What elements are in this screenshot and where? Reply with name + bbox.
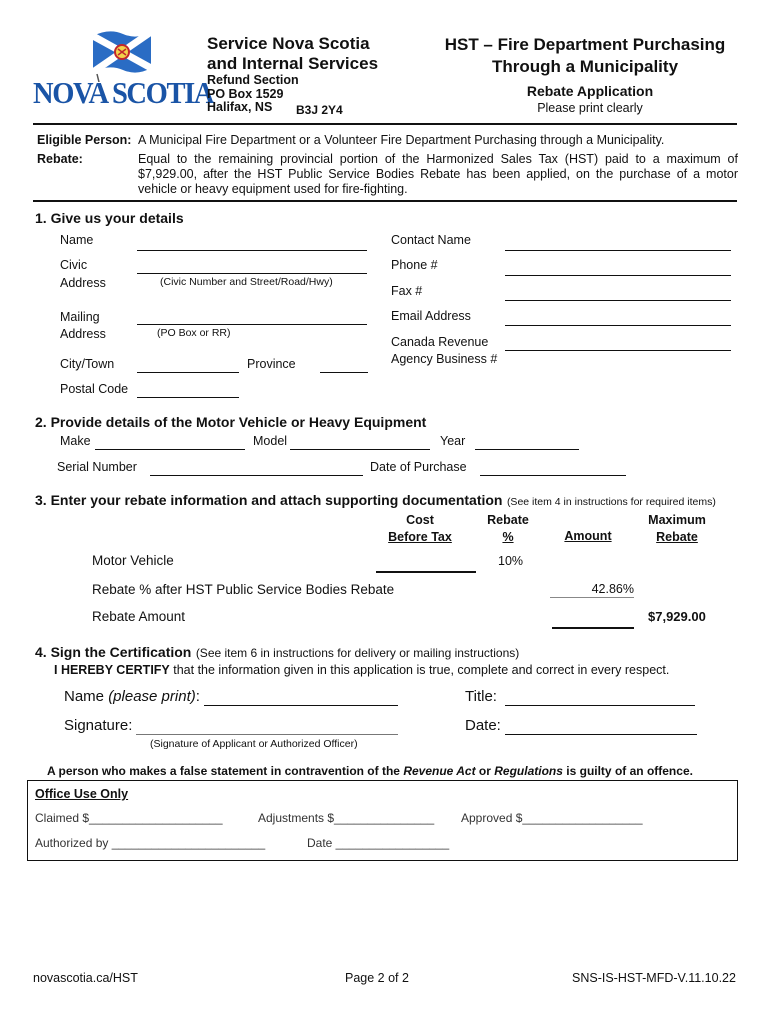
date-of-purchase-field[interactable] xyxy=(480,460,626,476)
footer-form-code: SNS-IS-HST-MFD-V.11.10.22 xyxy=(572,971,736,985)
mailing-address-field[interactable] xyxy=(137,309,367,325)
flag-icon xyxy=(89,28,155,82)
print-note: Please print clearly xyxy=(537,101,643,115)
col-cost-header xyxy=(380,512,460,546)
footer-url[interactable]: novascotia.ca/HST xyxy=(33,971,138,985)
fax-input[interactable] xyxy=(505,287,731,302)
city-input[interactable] xyxy=(137,359,239,374)
office-adjustments: Adjustments $_______________ xyxy=(258,811,435,825)
cert-date-label: Date: xyxy=(465,717,501,734)
model-label: Model xyxy=(253,434,288,448)
col-rebate-header xyxy=(477,512,539,546)
cert-date-field[interactable] xyxy=(505,718,697,735)
warning-act: Revenue Act xyxy=(403,764,476,778)
cra-business-number-field[interactable] xyxy=(505,335,731,351)
contact-name-input[interactable] xyxy=(505,237,731,252)
office-authorized-by: Authorized by _______________________ xyxy=(35,836,266,850)
office-use-box xyxy=(27,780,738,861)
section-3-note: (See item 4 in instructions for required items) xyxy=(506,496,716,508)
title-line-1: HST – Fire Department Purchasing xyxy=(444,35,726,54)
rebate-line-3: vehicle or heavy equipment used for fire-fighting. xyxy=(138,182,408,196)
col-cost-line-1: Cost xyxy=(406,513,434,527)
civic-address-field[interactable] xyxy=(137,258,367,274)
email-label: Email Address xyxy=(391,309,471,323)
hst-psb-rebate-pct: 42.86% xyxy=(550,582,634,598)
mailing-address-block xyxy=(207,74,299,115)
cra-business-number-input[interactable] xyxy=(505,337,731,352)
cert-title-label: Title: xyxy=(465,688,497,705)
city-field[interactable] xyxy=(137,357,239,373)
false-statement-warning xyxy=(47,764,693,778)
warning-part-1: A person who makes a false statement in contravention of the xyxy=(47,764,400,778)
date-of-purchase-input[interactable] xyxy=(480,462,626,477)
rebate-amount-field[interactable] xyxy=(552,612,634,629)
province-label: Province xyxy=(247,357,296,371)
header-rule xyxy=(33,123,737,125)
serial-number-label: Serial Number xyxy=(57,460,137,474)
mailing-address-input[interactable] xyxy=(137,311,367,326)
rebate-description xyxy=(138,152,738,197)
civic-address-label: Address xyxy=(60,276,106,290)
cert-name-text: Name xyxy=(64,688,105,705)
rebate-pct-value: 10% xyxy=(498,554,524,568)
footer-page-number: Page 2 of 2 xyxy=(345,971,409,985)
phone-field[interactable] xyxy=(505,260,731,276)
section-4-title xyxy=(35,644,519,662)
contact-name-label: Contact Name xyxy=(391,233,471,247)
eligible-label: Eligible Person: xyxy=(37,133,132,147)
year-input[interactable] xyxy=(475,436,579,451)
nova-scotia-logo xyxy=(33,28,214,114)
signature-field[interactable] xyxy=(136,718,398,735)
section-3-heading: 3. Enter your rebate information and attach supporting documentation xyxy=(35,492,503,508)
name-input[interactable] xyxy=(137,237,367,252)
cert-name-hint: (please print) xyxy=(108,688,196,705)
postal-code-label: Postal Code xyxy=(60,382,129,396)
postal-code: B3J 2Y4 xyxy=(296,103,343,117)
col-max-line-2: Rebate xyxy=(656,530,698,544)
address-line-3: Halifax, NS xyxy=(207,100,273,114)
cert-name-colon: : xyxy=(195,688,200,705)
office-claimed: Claimed $____________________ xyxy=(35,811,223,825)
certification-statement xyxy=(54,663,669,677)
rebate-amount-input[interactable] xyxy=(552,614,634,629)
eligibility-rule xyxy=(33,200,737,202)
civic-address-input[interactable] xyxy=(137,260,367,275)
civic-label: Civic xyxy=(60,258,88,272)
postal-code-field[interactable] xyxy=(137,382,239,398)
make-field[interactable] xyxy=(95,434,245,450)
office-approved: Approved $__________________ xyxy=(461,811,643,825)
cert-title-field[interactable] xyxy=(505,689,695,706)
maximum-rebate-value: $7,929.00 xyxy=(648,609,706,624)
dept-line-2: and Internal Services xyxy=(207,54,379,73)
signature-input[interactable] xyxy=(136,719,398,735)
cost-before-tax-field[interactable] xyxy=(376,556,476,573)
dept-line-1: Service Nova Scotia xyxy=(207,34,370,53)
cra-label-line-1: Canada Revenue xyxy=(391,335,489,349)
cost-before-tax-input[interactable] xyxy=(376,558,476,573)
civic-hint: (Civic Number and Street/Road/Hwy) xyxy=(160,276,333,288)
province-input[interactable] xyxy=(320,359,368,374)
logo-wordmark: NOVA SCOTIA xyxy=(33,75,214,110)
serial-number-input[interactable] xyxy=(150,462,363,477)
model-input[interactable] xyxy=(290,436,430,451)
rebate-amount-label: Rebate Amount xyxy=(92,609,186,624)
name-field[interactable] xyxy=(137,235,367,251)
certify-text: that the information given in this application is true, complete and correct in every respect. xyxy=(173,663,670,677)
section-4-note: (See item 6 in instructions for delivery or mailing instructions) xyxy=(195,646,520,660)
name-label: Name xyxy=(60,233,94,247)
department-name xyxy=(207,34,378,74)
date-of-purchase-label: Date of Purchase xyxy=(370,460,467,474)
warning-part-3: is guilty of an offence. xyxy=(566,764,693,778)
office-use-title: Office Use Only xyxy=(35,787,129,801)
cra-label-line-2: Agency Business # xyxy=(391,352,498,366)
city-label: City/Town xyxy=(60,357,115,371)
col-max-header xyxy=(640,512,714,546)
col-rebate-line-2: % xyxy=(502,530,514,544)
certify-bold: I HEREBY CERTIFY xyxy=(54,663,170,677)
warning-regs: Regulations xyxy=(494,764,563,778)
make-input[interactable] xyxy=(95,436,245,451)
email-input[interactable] xyxy=(505,312,731,327)
mailing-address-label: Address xyxy=(60,327,106,341)
cert-name-field[interactable] xyxy=(204,689,398,706)
postal-code-input[interactable] xyxy=(137,384,239,399)
cert-name-label xyxy=(64,688,200,705)
col-cost-line-2: Before Tax xyxy=(388,530,452,544)
warning-part-2: or xyxy=(478,764,491,778)
phone-input[interactable] xyxy=(505,262,731,277)
address-line-2: PO Box 1529 xyxy=(207,86,284,101)
cert-date-input[interactable] xyxy=(505,719,697,735)
make-label: Make xyxy=(60,434,91,448)
rebate-line-1: Equal to the remaining provincial portion of the Harmonized Sales Tax (HST) paid to a maximum of xyxy=(138,152,738,166)
email-field[interactable] xyxy=(505,310,731,326)
section-1-title: 1. Give us your details xyxy=(35,210,184,226)
form-title xyxy=(420,34,750,78)
address-line-1: Refund Section xyxy=(207,73,299,87)
model-field[interactable] xyxy=(290,434,430,450)
section-4-heading: 4. Sign the Certification xyxy=(35,644,192,660)
year-label: Year xyxy=(440,434,466,448)
col-max-line-1: Maximum xyxy=(648,513,706,527)
cert-name-input[interactable] xyxy=(204,690,398,706)
form-subtitle: Rebate Application xyxy=(526,83,654,99)
serial-number-field[interactable] xyxy=(150,460,363,476)
title-line-2: Through a Municipality xyxy=(491,57,679,76)
mailing-hint: (PO Box or RR) xyxy=(157,327,231,339)
contact-name-field[interactable] xyxy=(505,235,731,251)
province-field[interactable] xyxy=(320,357,368,373)
office-date: Date _________________ xyxy=(307,836,450,850)
signature-label: Signature: xyxy=(64,717,133,734)
fax-field[interactable] xyxy=(505,285,731,301)
year-field[interactable] xyxy=(475,434,579,450)
section-2-title: 2. Provide details of the Motor Vehicle or Heavy Equipment xyxy=(35,414,427,430)
fax-label: Fax # xyxy=(391,284,423,298)
cert-title-input[interactable] xyxy=(505,690,695,706)
rebate-line-2: $7,929.00, after the HST Public Service Bodies Rebate has been applied, on the purchase of a motor xyxy=(138,167,738,181)
phone-label: Phone # xyxy=(391,258,438,272)
hst-psb-rebate-label: Rebate % after HST Public Service Bodies Rebate xyxy=(92,582,395,597)
signature-hint: (Signature of Applicant or Authorized Officer) xyxy=(150,738,358,750)
col-rebate-line-1: Rebate xyxy=(487,513,529,527)
col-amount-header: Amount xyxy=(564,529,612,543)
motor-vehicle-label: Motor Vehicle xyxy=(92,553,174,568)
mailing-label: Mailing xyxy=(60,310,100,324)
eligible-text: A Municipal Fire Department or a Volunteer Fire Department Purchasing through a Municipality. xyxy=(138,133,665,147)
rebate-label: Rebate: xyxy=(37,152,83,166)
section-3-title xyxy=(35,492,716,510)
